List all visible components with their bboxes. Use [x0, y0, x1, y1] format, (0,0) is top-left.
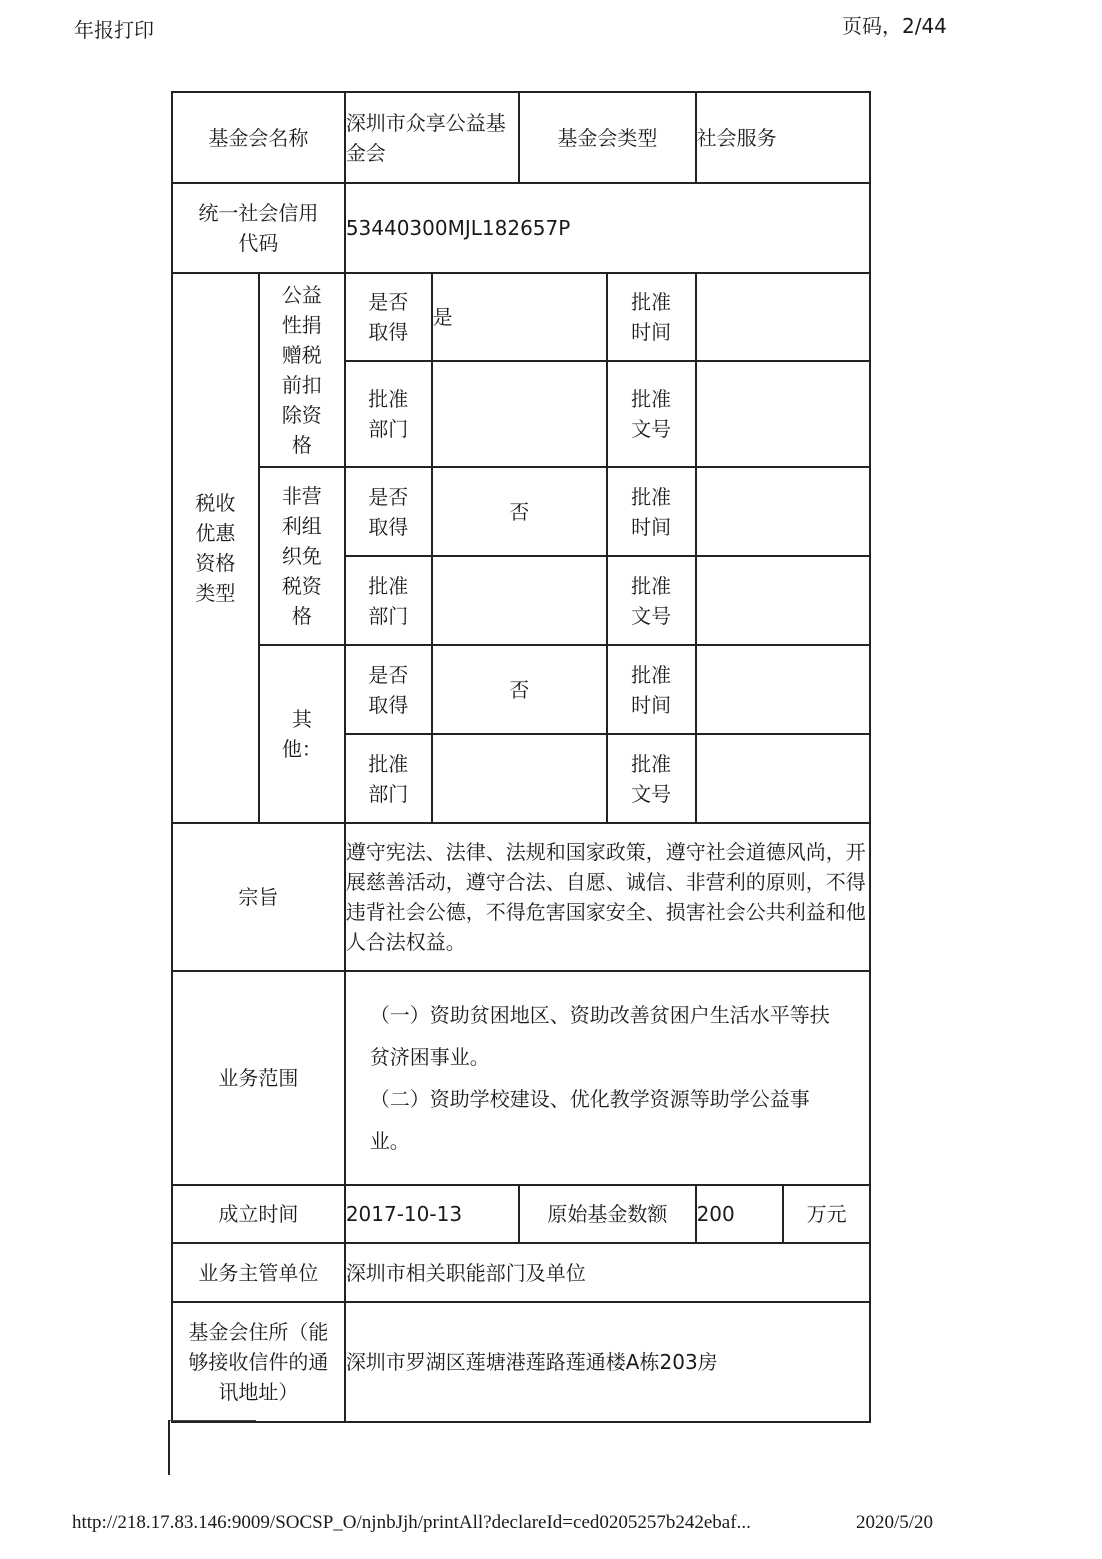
name-value: 深圳市众享公益基金会 — [345, 92, 519, 183]
obtained-label-1: 是否取得 — [345, 273, 432, 361]
scope-label: 业务范围 — [172, 971, 345, 1185]
dept-value-1 — [432, 361, 607, 467]
name-label: 基金会名称 — [172, 92, 345, 183]
obtained-value-1: 是 — [432, 273, 607, 361]
scope-item-1: （一）资助贫困地区、资助改善贫困户生活水平等扶贫济困事业。 — [369, 1003, 830, 1069]
fund-unit: 万元 — [783, 1185, 870, 1243]
footer-date: 2020/5/20 — [856, 1512, 934, 1533]
type-value: 社会服务 — [696, 92, 870, 183]
obtained-label-2: 是否取得 — [345, 467, 432, 556]
doc-label-3: 批准文号 — [607, 734, 696, 823]
date-label-3: 批准时间 — [607, 645, 696, 734]
table-continuation-line — [168, 1420, 170, 1475]
scope-item-2: （二）资助学校建设、优化教学资源等助学公益事业。 — [369, 1087, 810, 1153]
footer-url: http://218.17.83.146:9009/SOCSP_O/njnbJjh/printAll?declareId=ced0205257b242ebaf... — [72, 1512, 751, 1533]
purpose-label: 宗旨 — [172, 823, 345, 971]
dept-value-2 — [432, 556, 607, 645]
fund-value: 200 — [696, 1185, 784, 1243]
fund-label: 原始基金数额 — [519, 1185, 695, 1243]
tax-group-3-label: 其他： — [259, 645, 345, 823]
obtained-label-3: 是否取得 — [345, 645, 432, 734]
doc-value-2 — [696, 556, 870, 645]
date-value-2 — [696, 467, 870, 556]
doc-label-2: 批准文号 — [607, 556, 696, 645]
table-continuation-rule — [170, 1420, 256, 1421]
page-number: 页码，2/44 — [842, 14, 947, 38]
date-value-3 — [696, 645, 870, 734]
credit-label: 统一社会信用代码 — [172, 183, 345, 273]
dept-label-2: 批准部门 — [345, 556, 432, 645]
doc-value-3 — [696, 734, 870, 823]
date-label-2: 批准时间 — [607, 467, 696, 556]
supervisor-label: 业务主管单位 — [172, 1243, 345, 1302]
doc-label-1: 批准文号 — [607, 361, 696, 467]
date-label-1: 批准时间 — [607, 273, 696, 361]
obtained-value-3: 否 — [432, 645, 607, 734]
tax-group-1-label: 公益性捐赠税前扣除资格 — [259, 273, 345, 467]
type-label: 基金会类型 — [519, 92, 695, 183]
founded-label: 成立时间 — [172, 1185, 345, 1243]
founded-value: 2017-10-13 — [345, 1185, 519, 1243]
address-value: 深圳市罗湖区莲塘港莲路莲通楼A栋203房 — [345, 1302, 870, 1422]
address-label: 基金会住所（能够接收信件的通讯地址） — [172, 1302, 345, 1422]
dept-label-3: 批准部门 — [345, 734, 432, 823]
date-value-1 — [696, 273, 870, 361]
tax-group-2-label: 非营利组织免税资格 — [259, 467, 345, 645]
tax-label: 税收优惠资格类型 — [172, 273, 259, 823]
doc-value-1 — [696, 361, 870, 467]
supervisor-value: 深圳市相关职能部门及单位 — [345, 1243, 870, 1302]
dept-label-1: 批准部门 — [345, 361, 432, 467]
dept-value-3 — [432, 734, 607, 823]
scope-list — [345, 971, 870, 1185]
purpose-value: 遵守宪法、法律、法规和国家政策，遵守社会道德风尚，开展慈善活动，遵守合法、自愿、诚信、非营利的原则，不得违背社会公德，不得危害国家安全、损害社会公共利益和他人合法权益。 — [345, 823, 870, 971]
obtained-value-2: 否 — [432, 467, 607, 556]
header-title: 年报打印 — [74, 18, 154, 42]
annual-report-form — [171, 91, 871, 1423]
credit-value: 53440300MJL182657P — [345, 183, 870, 273]
